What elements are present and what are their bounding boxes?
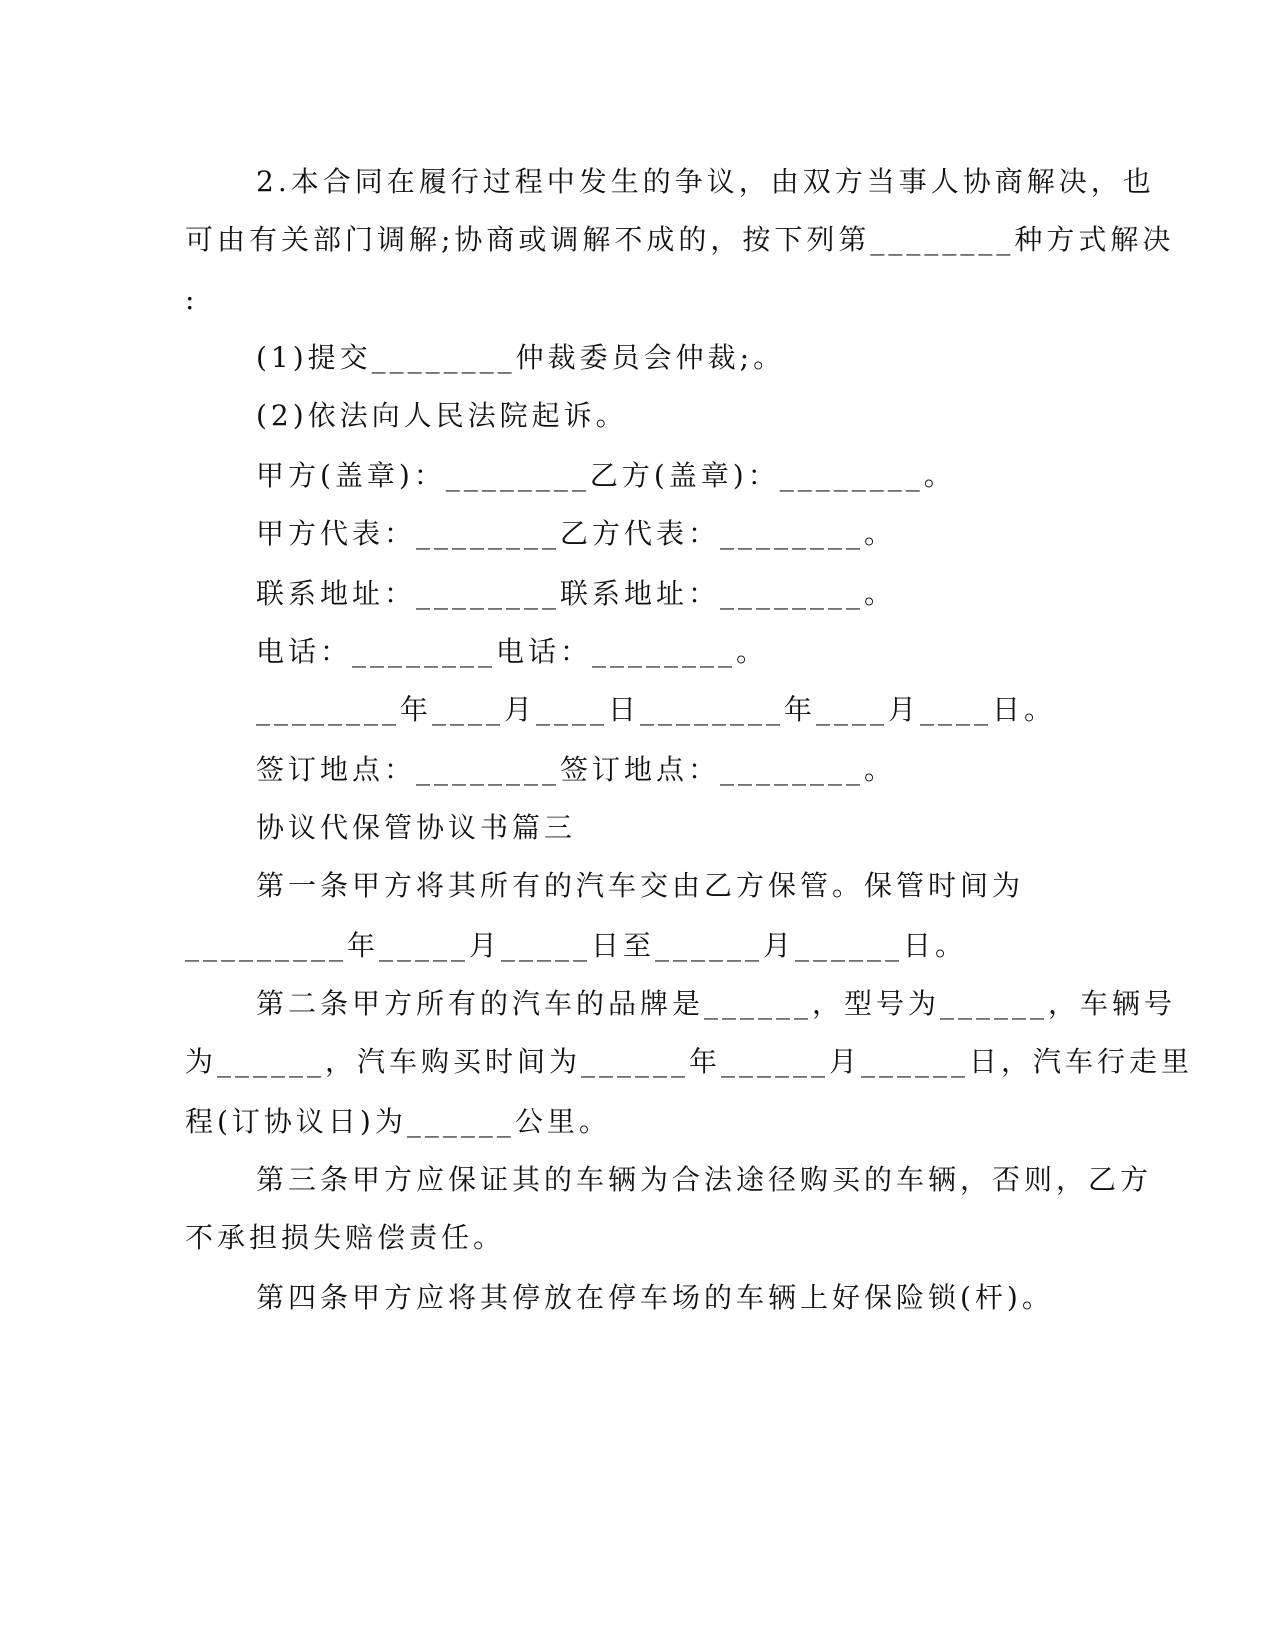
dispute-clause-line-2: 可由有关部门调解;协商或调解不成的，按下列第________种方式解决 bbox=[185, 223, 1175, 256]
party-representative-line: 甲方代表：________乙方代表：________。 bbox=[256, 517, 897, 550]
article-2-line-3: 程(订协议日)为______公里。 bbox=[185, 1105, 611, 1138]
signing-date-line: ________年____月____日________年____月____日。 bbox=[256, 693, 1057, 726]
article-1-line-1: 第一条甲方将其所有的汽车交由乙方保管。保管时间为 bbox=[256, 869, 1025, 902]
party-seal-line: 甲方(盖章)：________乙方(盖章)：________。 bbox=[256, 459, 956, 492]
article-3-line-1: 第三条甲方应保证其的车辆为合法途径购买的车辆，否则，乙方 bbox=[256, 1163, 1153, 1196]
article-2-line-1: 第二条甲方所有的汽车的品牌是______，型号为______，车辆号 bbox=[256, 987, 1177, 1020]
article-1-line-2: _________年_____月_____日至______月______日。 bbox=[185, 929, 968, 962]
party-phone-line: 电话：________电话：________。 bbox=[256, 635, 769, 668]
signing-place-line: 签订地点：________签订地点：________。 bbox=[256, 753, 897, 786]
arbitration-option: (1)提交________仲裁委员会仲裁;。 bbox=[256, 341, 786, 374]
dispute-clause-line-1: 2.本合同在履行过程中发生的争议，由双方当事人协商解决，也 bbox=[256, 165, 1155, 198]
litigation-option: (2)依法向人民法院起诉。 bbox=[256, 399, 628, 432]
article-3-line-2: 不承担损失赔偿责任。 bbox=[185, 1221, 506, 1254]
article-4-line-1: 第四条甲方应将其停放在停车场的车辆上好保险锁(杆)。 bbox=[256, 1281, 1054, 1314]
section-heading: 协议代保管协议书篇三 bbox=[256, 811, 577, 844]
party-address-line: 联系地址：________联系地址：________。 bbox=[256, 577, 897, 610]
dispute-clause-line-3: : bbox=[185, 283, 199, 316]
article-2-line-2: 为______，汽车购买时间为______年______月______日，汽车行走里 bbox=[185, 1045, 1194, 1078]
